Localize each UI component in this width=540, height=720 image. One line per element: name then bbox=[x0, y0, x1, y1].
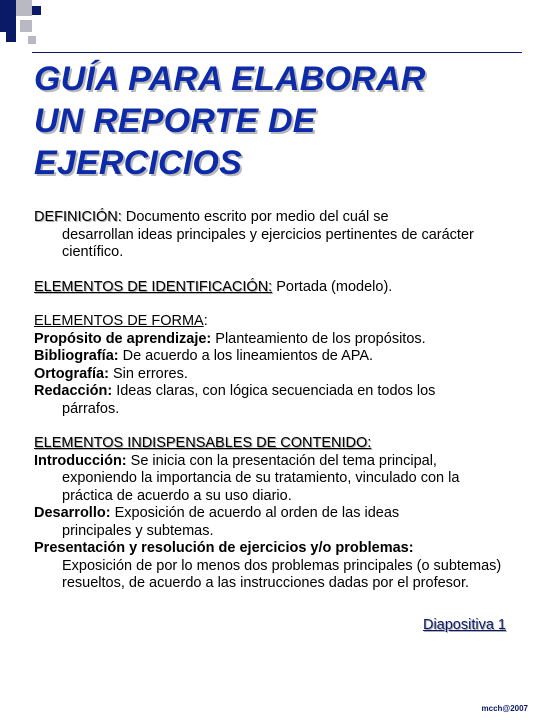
desarrollo-label: Desarrollo: bbox=[34, 505, 111, 521]
forma-item bbox=[34, 383, 514, 401]
forma-item-label: Propósito de aprendizaje: bbox=[34, 330, 212, 347]
presentacion-text: Exposición de por lo menos dos problemas principales (o subtemas) resueltos, de acuerdo a las instrucciones dadas por el profesor. bbox=[62, 557, 502, 591]
forma-item-text: De acuerdo a los lineamientos de APA. bbox=[118, 348, 374, 364]
definicion-paragraph bbox=[34, 209, 514, 262]
diapositiva-link[interactable]: Diapositiva 1 bbox=[422, 617, 506, 633]
title-line-3: EJERCICIOS bbox=[34, 144, 242, 182]
page-title bbox=[34, 58, 514, 184]
decor-square-gray-2 bbox=[20, 20, 32, 32]
identificacion-text: Portada (modelo). bbox=[272, 278, 393, 295]
forma-item-label: Bibliografía: bbox=[34, 348, 119, 364]
decor-square-navy-3 bbox=[0, 16, 16, 32]
forma-item-label: Redacción: bbox=[34, 383, 113, 399]
forma-colon: : bbox=[203, 313, 208, 329]
forma-item bbox=[34, 348, 514, 366]
forma-item-text-rest: párrafos. bbox=[62, 400, 120, 417]
decor-square-gray-1 bbox=[16, 0, 32, 16]
contenido-section bbox=[34, 435, 514, 593]
footer-credit: mcch@2007 bbox=[481, 704, 528, 713]
decor-square-navy-1 bbox=[0, 0, 16, 16]
definicion-text: Documento escrito por medio del cuál se bbox=[121, 209, 389, 225]
intro-text-rest: exponiendo la importancia de su tratamiento, vinculado con la práctica de acuerdo a su uso diario. bbox=[62, 470, 460, 504]
contenido-label: ELEMENTOS INDISPENSABLES DE CONTENIDO: bbox=[34, 435, 372, 451]
forma-item-text: Planteamiento de los propósitos. bbox=[211, 330, 426, 347]
definicion-text-rest: desarrollan ideas principales y ejercicios pertinentes de carácter científico. bbox=[62, 226, 474, 260]
desarrollo-text: Exposición de acuerdo al orden de las ideas bbox=[110, 505, 400, 521]
forma-item bbox=[34, 366, 514, 384]
forma-section bbox=[34, 313, 514, 418]
definicion-label: DEFINICIÓN: bbox=[34, 209, 122, 225]
desarrollo-text-rest: principales y subtemas. bbox=[62, 522, 214, 539]
forma-item bbox=[34, 331, 514, 349]
presentacion-label: Presentación y resolución de ejercicios y/o problemas: bbox=[34, 540, 414, 556]
title-line-2: UN REPORTE DE bbox=[34, 102, 316, 140]
intro-text: Se inicia con la presentación del tema principal, bbox=[126, 452, 437, 469]
decor-square-navy-4 bbox=[6, 32, 16, 42]
forma-item-text: Ideas claras, con lógica secuenciada en todos los bbox=[112, 383, 436, 399]
forma-item-text: Sin errores. bbox=[108, 365, 188, 382]
title-rule bbox=[32, 52, 522, 53]
identificacion-paragraph bbox=[34, 279, 514, 297]
title-line-1: GUÍA PARA ELABORAR bbox=[34, 60, 426, 98]
forma-item-label: Ortografía: bbox=[34, 365, 109, 382]
forma-label: ELEMENTOS DE FORMA bbox=[34, 313, 204, 329]
identificacion-label: ELEMENTOS DE IDENTIFICACIÓN: bbox=[34, 278, 273, 295]
decor-square-navy-2 bbox=[32, 6, 41, 15]
intro-label: Introducción: bbox=[34, 452, 127, 469]
slide-body bbox=[34, 209, 514, 593]
decor-square-gray-3 bbox=[28, 36, 36, 44]
